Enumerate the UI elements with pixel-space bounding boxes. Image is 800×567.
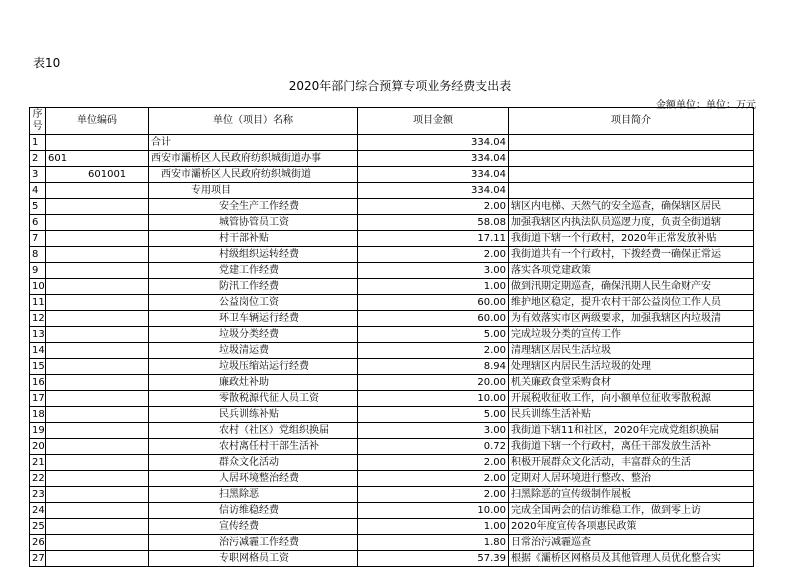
row-seq: 1 — [30, 135, 46, 151]
row-desc: 我街道下辖一个行政村，离任干部发放生活补 — [509, 439, 754, 455]
unit-note: 金额单位：单位：万元 — [656, 100, 756, 111]
row-desc: 辖区内电梯、天然气的安全巡查，确保辖区居民 — [509, 199, 754, 215]
table-row — [30, 151, 754, 167]
row-name: 环卫车辆运行经费 — [149, 311, 358, 327]
column-header-desc: 项目简介 — [509, 108, 754, 135]
column-header-code: 单位编码 — [46, 108, 149, 135]
row-code — [46, 295, 149, 311]
table-row — [30, 551, 754, 567]
row-seq: 9 — [30, 263, 46, 279]
row-name: 公益岗位工资 — [149, 295, 358, 311]
page-title: 2020年部门综合预算专项业务经费支出表 — [288, 79, 512, 93]
row-seq: 4 — [30, 183, 46, 199]
row-name: 民兵训练补贴 — [149, 407, 358, 423]
row-seq: 17 — [30, 391, 46, 407]
row-code — [46, 343, 149, 359]
row-seq: 16 — [30, 375, 46, 391]
row-name: 西安市灞桥区人民政府纺织城街道办事 — [149, 151, 358, 167]
column-header-seq: 序号 — [30, 108, 46, 135]
row-code — [46, 503, 149, 519]
table-row — [30, 247, 754, 263]
row-name: 扫黑除恶 — [149, 487, 358, 503]
row-desc: 做到汛期定期巡查，确保汛期人民生命财产安 — [509, 279, 754, 295]
row-name: 防汛工作经费 — [149, 279, 358, 295]
table-row — [30, 359, 754, 375]
row-name: 村干部补贴 — [149, 231, 358, 247]
row-amount: 10.00 — [358, 391, 509, 407]
row-name: 垃圾压缩站运行经费 — [149, 359, 358, 375]
row-seq: 8 — [30, 247, 46, 263]
row-desc: 根据《灞桥区网格员及其他管理人员优化整合实 — [509, 551, 754, 567]
column-header-name: 单位（项目）名称 — [149, 108, 358, 135]
table-row — [30, 391, 754, 407]
table-row — [30, 455, 754, 471]
row-name: 安全生产工作经费 — [149, 199, 358, 215]
row-desc: 2020年度宣传各项惠民政策 — [509, 519, 754, 535]
budget-table — [29, 107, 754, 567]
row-code — [46, 183, 149, 199]
row-desc: 扫黑除恶的宣传级制作展板 — [509, 487, 754, 503]
row-code — [46, 311, 149, 327]
table-row — [30, 135, 754, 151]
row-code — [46, 551, 149, 567]
table-header-row — [30, 108, 754, 135]
table-row — [30, 439, 754, 455]
row-seq: 19 — [30, 423, 46, 439]
row-code — [46, 327, 149, 343]
row-name: 党建工作经费 — [149, 263, 358, 279]
row-amount: 334.04 — [358, 151, 509, 167]
row-code — [46, 247, 149, 263]
row-amount: 334.04 — [358, 183, 509, 199]
row-code: 601001 — [46, 167, 149, 183]
row-name: 群众文化活动 — [149, 455, 358, 471]
row-seq: 12 — [30, 311, 46, 327]
table-row — [30, 231, 754, 247]
row-desc: 机关廉政食堂采购食材 — [509, 375, 754, 391]
row-desc: 清理辖区居民生活垃圾 — [509, 343, 754, 359]
row-amount: 5.00 — [358, 327, 509, 343]
row-name: 信访维稳经费 — [149, 503, 358, 519]
table-row — [30, 183, 754, 199]
row-seq: 20 — [30, 439, 46, 455]
table-row — [30, 327, 754, 343]
row-amount: 2.00 — [358, 247, 509, 263]
row-seq: 26 — [30, 535, 46, 551]
table-row — [30, 199, 754, 215]
row-name: 人居环境整治经费 — [149, 471, 358, 487]
row-amount: 0.72 — [358, 439, 509, 455]
row-seq: 6 — [30, 215, 46, 231]
row-name: 城管协管员工资 — [149, 215, 358, 231]
row-desc: 完成全国两会的信访维稳工作，做到零上访 — [509, 503, 754, 519]
row-desc: 处理辖区内居民生活垃圾的处理 — [509, 359, 754, 375]
table-row — [30, 423, 754, 439]
row-desc: 我街道共有一个行政村，下拨经费一确保正常运 — [509, 247, 754, 263]
row-code — [46, 407, 149, 423]
row-seq: 27 — [30, 551, 46, 567]
table-row — [30, 407, 754, 423]
row-code — [46, 215, 149, 231]
row-amount: 58.08 — [358, 215, 509, 231]
row-seq: 2 — [30, 151, 46, 167]
row-name: 合计 — [149, 135, 358, 151]
table-row — [30, 487, 754, 503]
row-name: 廉政灶补助 — [149, 375, 358, 391]
table-row — [30, 519, 754, 535]
row-amount: 334.04 — [358, 135, 509, 151]
table-row — [30, 295, 754, 311]
row-name: 农村离任村干部生活补 — [149, 439, 358, 455]
row-code — [46, 471, 149, 487]
row-seq: 18 — [30, 407, 46, 423]
row-code: 601 — [46, 151, 149, 167]
row-name: 西安市灞桥区人民政府纺织城街道 — [149, 167, 358, 183]
row-code — [46, 279, 149, 295]
row-name: 农村（社区）党组织换届 — [149, 423, 358, 439]
row-seq: 21 — [30, 455, 46, 471]
row-seq: 5 — [30, 199, 46, 215]
row-amount: 1.00 — [358, 279, 509, 295]
row-amount: 2.00 — [358, 199, 509, 215]
row-amount: 5.00 — [358, 407, 509, 423]
row-desc: 日常治污减霾巡查 — [509, 535, 754, 551]
table-row — [30, 503, 754, 519]
table-row — [30, 263, 754, 279]
row-amount: 1.80 — [358, 535, 509, 551]
row-amount: 8.94 — [358, 359, 509, 375]
row-amount: 2.00 — [358, 487, 509, 503]
row-seq: 23 — [30, 487, 46, 503]
row-code — [46, 487, 149, 503]
column-header-amount: 项目金额 — [358, 108, 509, 135]
row-desc: 开展税收征收工作，向小额单位征收零散税源 — [509, 391, 754, 407]
row-desc: 维护地区稳定，提升农村干部公益岗位工作人员 — [509, 295, 754, 311]
row-amount: 20.00 — [358, 375, 509, 391]
row-amount: 60.00 — [358, 311, 509, 327]
table-row — [30, 311, 754, 327]
row-desc — [509, 151, 754, 167]
row-amount: 60.00 — [358, 295, 509, 311]
row-desc — [509, 183, 754, 199]
row-seq: 3 — [30, 167, 46, 183]
table-row — [30, 375, 754, 391]
row-desc — [509, 167, 754, 183]
table-row — [30, 343, 754, 359]
row-desc: 落实各项党建政策 — [509, 263, 754, 279]
row-code — [46, 263, 149, 279]
row-amount: 3.00 — [358, 423, 509, 439]
row-code — [46, 535, 149, 551]
row-name: 治污减霾工作经费 — [149, 535, 358, 551]
table-row — [30, 215, 754, 231]
row-seq: 10 — [30, 279, 46, 295]
row-seq: 11 — [30, 295, 46, 311]
row-name: 宣传经费 — [149, 519, 358, 535]
row-seq: 22 — [30, 471, 46, 487]
row-code — [46, 455, 149, 471]
row-seq: 25 — [30, 519, 46, 535]
table-row — [30, 471, 754, 487]
row-seq: 15 — [30, 359, 46, 375]
row-desc: 民兵训练生活补贴 — [509, 407, 754, 423]
row-desc: 我街道下辖一个行政村，2020年正常发放补贴 — [509, 231, 754, 247]
row-code — [46, 519, 149, 535]
row-seq: 7 — [30, 231, 46, 247]
row-code — [46, 375, 149, 391]
row-desc: 加强我辖区内执法队员巡逻力度，负责全街道辖 — [509, 215, 754, 231]
row-code — [46, 231, 149, 247]
row-desc: 完成垃圾分类的宣传工作 — [509, 327, 754, 343]
table-row — [30, 535, 754, 551]
row-seq: 14 — [30, 343, 46, 359]
row-code — [46, 391, 149, 407]
row-code — [46, 135, 149, 151]
row-name: 村级组织运转经费 — [149, 247, 358, 263]
sheet-label: 表10 — [33, 56, 61, 70]
row-name: 零散税源代征人员工资 — [149, 391, 358, 407]
row-desc: 我街道下辖11和社区，2020年完成党组织换届 — [509, 423, 754, 439]
row-code — [46, 359, 149, 375]
row-desc: 积极开展群众文化活动，丰富群众的生活 — [509, 455, 754, 471]
row-amount: 1.00 — [358, 519, 509, 535]
row-seq: 24 — [30, 503, 46, 519]
row-amount: 10.00 — [358, 503, 509, 519]
table-row — [30, 167, 754, 183]
row-desc — [509, 135, 754, 151]
row-seq: 13 — [30, 327, 46, 343]
row-amount: 2.00 — [358, 471, 509, 487]
row-amount: 3.00 — [358, 263, 509, 279]
row-name: 专用项目 — [149, 183, 358, 199]
row-amount: 334.04 — [358, 167, 509, 183]
row-name: 垃圾分类经费 — [149, 327, 358, 343]
table-row — [30, 279, 754, 295]
row-amount: 57.39 — [358, 551, 509, 567]
row-amount: 17.11 — [358, 231, 509, 247]
row-amount: 2.00 — [358, 343, 509, 359]
row-name: 垃圾清运费 — [149, 343, 358, 359]
row-code — [46, 199, 149, 215]
row-name: 专职网格员工资 — [149, 551, 358, 567]
row-desc: 为有效落实市区两级要求，加强我辖区内垃圾清 — [509, 311, 754, 327]
row-code — [46, 423, 149, 439]
row-amount: 2.00 — [358, 455, 509, 471]
row-code — [46, 439, 149, 455]
row-desc: 定期对人居环境进行整改、整治 — [509, 471, 754, 487]
